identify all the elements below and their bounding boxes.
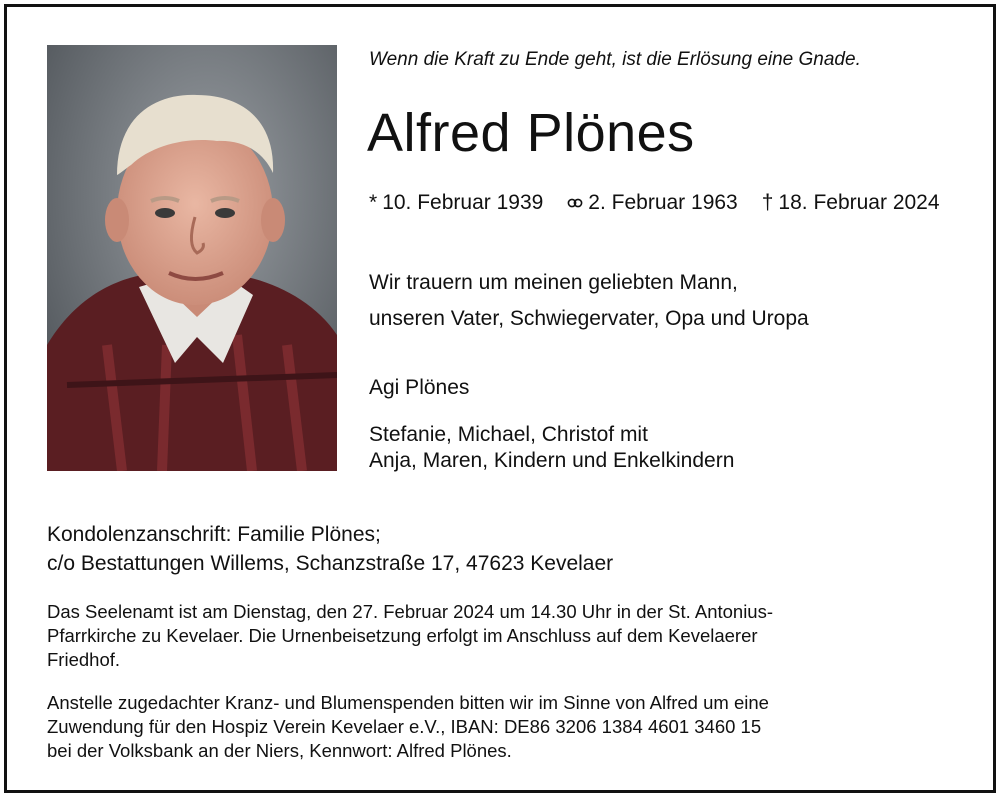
mourning-line: Wir trauern um meinen geliebten Mann, (369, 271, 738, 294)
donation-line: bei der Volksbank an der Niers, Kennwort: Alfred Plönes. (47, 740, 512, 761)
birth-symbol: * (369, 191, 378, 214)
obituary-notice (4, 4, 996, 793)
family-names (369, 422, 734, 474)
service-line: Pfarrkirche zu Kevelaer. Die Urnenbeisetzung erfolgt im Anschluss auf dem Kevelaerer (47, 625, 758, 646)
service-line: Das Seelenamt ist am Dienstag, den 27. Februar 2024 um 14.30 Uhr in der St. Antonius- (47, 601, 774, 622)
marriage-date-text: 2. Februar 1963 (588, 191, 738, 214)
death-symbol: † (761, 191, 774, 214)
deceased-name: Alfred Plönes (367, 103, 695, 163)
life-dates (369, 191, 940, 215)
family-line: Stefanie, Michael, Christof mit (369, 423, 648, 446)
wedding-rings-icon (567, 198, 583, 208)
widow-name: Agi Plönes (369, 376, 470, 399)
funeral-service-info (47, 600, 967, 672)
condolence-address (47, 520, 613, 578)
condolence-line: c/o Bestattungen Willems, Schanzstraße 17, 47623 Kevelaer (47, 552, 614, 575)
motto-quote: Wenn die Kraft zu Ende geht, ist die Erlösung eine Gnade. (369, 49, 861, 70)
portrait-photo (47, 45, 337, 471)
birth-date-text: 10. Februar 1939 (382, 191, 544, 214)
marriage-date (567, 191, 737, 215)
mourning-message (369, 265, 809, 337)
family-line: Anja, Maren, Kindern und Enkelkindern (369, 449, 735, 472)
death-date (762, 191, 940, 215)
donation-request (47, 691, 967, 763)
donation-line: Anstelle zugedachter Kranz- und Blumenspenden bitten wir im Sinne von Alfred um eine (47, 692, 769, 713)
service-line: Friedhof. (47, 649, 121, 670)
birth-date (369, 191, 543, 215)
donation-line: Zuwendung für den Hospiz Verein Kevelaer e.V., IBAN: DE86 3206 1384 4601 3460 15 (47, 716, 762, 737)
condolence-line: Kondolenzanschrift: Familie Plönes; (47, 523, 381, 546)
death-date-text: 18. Februar 2024 (778, 191, 940, 214)
mourning-line: unseren Vater, Schwiegervater, Opa und Uropa (369, 307, 809, 330)
